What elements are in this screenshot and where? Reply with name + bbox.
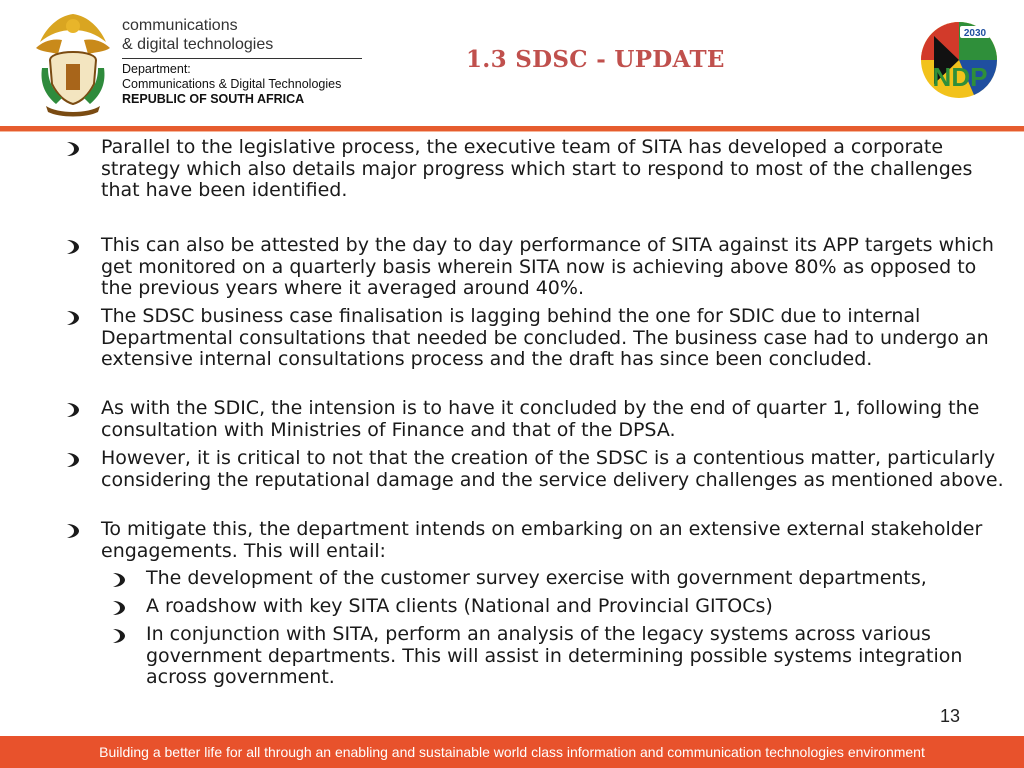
bullet-icon (64, 308, 84, 328)
ndp-text: NDP (932, 62, 988, 92)
bullet-text: Parallel to the legislative process, the executive team of SITA has developed a corporate strategy which also details major progress which start to respond to most of the challenges that have been identified. (101, 136, 973, 201)
bullet-text: However, it is critical to not that the creation of the SDSC is a contentious matter, particularly considering the reputational damage and the service delivery challenges as mentioned above. (101, 447, 1004, 491)
coat-of-arms-logo (28, 8, 118, 118)
sub-bullet-text: A roadshow with key SITA clients (National and Provincial GITOCs) (146, 595, 773, 617)
dept-full-name: Communications & Digital Technologies (122, 77, 342, 91)
bullet-icon (64, 139, 84, 159)
sub-bullet-text: In conjunction with SITA, perform an analysis of the legacy systems across various government departments. This will assist in determining possible systems integration across government. (146, 623, 963, 688)
ndp-year: 2030 (963, 28, 987, 39)
bullet-icon (64, 521, 84, 541)
slide-title: 1.3 SDSC - UPDATE (466, 46, 725, 73)
bullet-text: The SDSC business case finalisation is lagging behind the one for SDIC due to internal Departmental consultations that needed be concluded. The business case had to undergo an extensive internal consultations process and the draft has since been concluded. (101, 305, 989, 370)
dept-label: Department: (122, 62, 191, 76)
slide-header (0, 0, 1024, 128)
bullet-text: As with the SDIC, the intension is to have it concluded by the end of quarter 1, following the consultation with Ministries of Finance and that of the DPSA. (101, 397, 980, 441)
sub-bullet-text: The development of the customer survey exercise with government departments, (146, 567, 927, 589)
dept-brand-line1: communications (122, 17, 238, 34)
dept-country: REPUBLIC OF SOUTH AFRICA (122, 92, 305, 106)
department-details (122, 62, 341, 107)
dept-brand-line2: & digital technologies (122, 36, 274, 53)
bullet-icon (64, 450, 84, 470)
sub-bullet-icon (110, 598, 130, 618)
header-divider-shadow (0, 131, 1024, 132)
bullet-text: This can also be attested by the day to day performance of SITA against its APP targets which get monitored on a quarterly basis wherein SITA now is achieving above 80% as opposed to the previous years where it averaged around 40%. (101, 234, 994, 299)
sub-bullet-icon (110, 626, 130, 646)
sub-bullet-icon (110, 570, 130, 590)
bullet-icon (64, 237, 84, 257)
footer-banner: Building a better life for all through an enabling and sustainable world class information and communication technologies environment (0, 736, 1024, 768)
page-number: 13 (940, 706, 961, 726)
department-brand (122, 16, 273, 54)
bullet-icon (64, 400, 84, 420)
dept-divider (122, 58, 362, 59)
ndp-2030-logo (914, 16, 1004, 102)
bullet-text: To mitigate this, the department intends on embarking on an extensive external stakeholder engagements. This will entail: (101, 518, 983, 562)
